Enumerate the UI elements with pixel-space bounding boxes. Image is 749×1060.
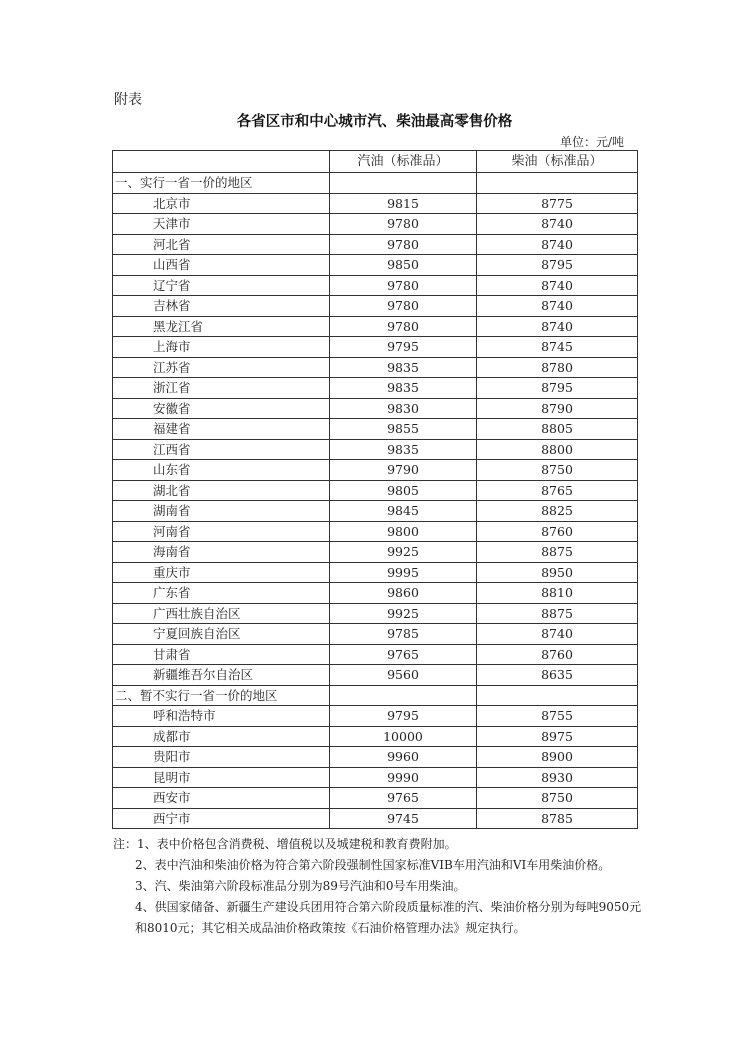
price-table (112, 150, 638, 829)
diesel-price-cell: 8750 (477, 460, 638, 481)
table-row (113, 501, 638, 522)
header-cell-diesel: 柴油（标准品） (477, 151, 638, 173)
table-row (113, 480, 638, 501)
gasoline-price-cell: 9830 (330, 398, 477, 419)
section-row (113, 685, 638, 706)
region-cell: 重庆市 (113, 562, 330, 583)
diesel-price-cell: 8875 (477, 542, 638, 563)
gasoline-price-cell: 9780 (330, 234, 477, 255)
table-row (113, 398, 638, 419)
region-cell: 广东省 (113, 583, 330, 604)
diesel-price-cell: 8810 (477, 583, 638, 604)
gasoline-price-cell: 9860 (330, 583, 477, 604)
table-row (113, 193, 638, 214)
table-row (113, 521, 638, 542)
section-label: 二、暂不实行一省一价的地区 (113, 685, 330, 706)
table-row (113, 808, 638, 829)
gasoline-price-cell: 9780 (330, 275, 477, 296)
table-row (113, 767, 638, 788)
table-row (113, 337, 638, 358)
region-cell: 江西省 (113, 439, 330, 460)
diesel-price-cell: 8825 (477, 501, 638, 522)
table-row (113, 788, 638, 809)
diesel-price-cell: 8790 (477, 398, 638, 419)
note-2: 2、表中汽油和柴油价格为符合第六阶段强制性国家标准VIB车用汽油和VI车用柴油价格。 (135, 858, 611, 872)
diesel-price-cell: 8740 (477, 275, 638, 296)
region-cell: 新疆维吾尔自治区 (113, 665, 330, 686)
region-cell: 天津市 (113, 214, 330, 235)
section-label: 一、实行一省一价的地区 (113, 173, 330, 194)
diesel-price-cell: 8750 (477, 788, 638, 809)
table-row (113, 214, 638, 235)
gasoline-price-cell: 9815 (330, 193, 477, 214)
diesel-price-cell: 8875 (477, 603, 638, 624)
table-row (113, 583, 638, 604)
empty-cell (330, 173, 477, 194)
diesel-price-cell: 8950 (477, 562, 638, 583)
section-row (113, 173, 638, 194)
table-row (113, 234, 638, 255)
region-cell: 山西省 (113, 255, 330, 276)
region-cell: 河南省 (113, 521, 330, 542)
region-cell: 成都市 (113, 726, 330, 747)
region-cell: 湖北省 (113, 480, 330, 501)
region-cell: 甘肃省 (113, 644, 330, 665)
table-row (113, 316, 638, 337)
table-row (113, 275, 638, 296)
table-row (113, 378, 638, 399)
empty-cell (477, 173, 638, 194)
diesel-price-cell: 8795 (477, 255, 638, 276)
gasoline-price-cell: 9835 (330, 378, 477, 399)
gasoline-price-cell: 10000 (330, 726, 477, 747)
table-row (113, 419, 638, 440)
gasoline-price-cell: 9995 (330, 562, 477, 583)
table-row (113, 562, 638, 583)
diesel-price-cell: 8760 (477, 644, 638, 665)
gasoline-price-cell: 9780 (330, 316, 477, 337)
note-1: 注：1、表中价格包含消费税、增值税以及城建税和教育费附加。 (113, 837, 457, 851)
diesel-price-cell: 8740 (477, 234, 638, 255)
table-row (113, 439, 638, 460)
region-cell: 上海市 (113, 337, 330, 358)
region-cell: 广西壮族自治区 (113, 603, 330, 624)
unit-label: 单位：元/吨 (560, 135, 625, 149)
note-3: 3、汽、柴油第六阶段标准品分别为89号汽油和0号车用柴油。 (135, 879, 466, 893)
diesel-price-cell: 8635 (477, 665, 638, 686)
table-header-row (113, 151, 638, 173)
header-cell-region (113, 151, 330, 173)
diesel-price-cell: 8775 (477, 193, 638, 214)
table-row (113, 460, 638, 481)
region-cell: 山东省 (113, 460, 330, 481)
table-row (113, 357, 638, 378)
note-4: 4、供国家储备、新疆生产建设兵团用符合第六阶段质量标准的汽、柴油价格分别为每吨9050元和8010元；其它相关成品油价格政策按《石油价格管理办法》规定执行。 (135, 900, 642, 935)
diesel-price-cell: 8800 (477, 439, 638, 460)
gasoline-price-cell: 9765 (330, 644, 477, 665)
table-row (113, 726, 638, 747)
diesel-price-cell: 8765 (477, 480, 638, 501)
document-title: 各省区市和中心城市汽、柴油最高零售价格 (236, 114, 513, 130)
table-row (113, 706, 638, 727)
region-cell: 海南省 (113, 542, 330, 563)
empty-cell (477, 685, 638, 706)
diesel-price-cell: 8740 (477, 296, 638, 317)
table-row (113, 644, 638, 665)
diesel-price-cell: 8930 (477, 767, 638, 788)
header-cell-gasoline: 汽油（标准品） (330, 151, 477, 173)
gasoline-price-cell: 9560 (330, 665, 477, 686)
gasoline-price-cell: 9800 (330, 521, 477, 542)
table-row (113, 603, 638, 624)
gasoline-price-cell: 9790 (330, 460, 477, 481)
diesel-price-cell: 8760 (477, 521, 638, 542)
region-cell: 安徽省 (113, 398, 330, 419)
region-cell: 呼和浩特市 (113, 706, 330, 727)
diesel-price-cell: 8740 (477, 214, 638, 235)
region-cell: 贵阳市 (113, 747, 330, 768)
diesel-price-cell: 8780 (477, 357, 638, 378)
region-cell: 西宁市 (113, 808, 330, 829)
region-cell: 湖南省 (113, 501, 330, 522)
region-cell: 浙江省 (113, 378, 330, 399)
appendix-label: 附表 (114, 92, 142, 108)
gasoline-price-cell: 9845 (330, 501, 477, 522)
table-row (113, 255, 638, 276)
gasoline-price-cell: 9795 (330, 706, 477, 727)
region-cell: 西安市 (113, 788, 330, 809)
gasoline-price-cell: 9835 (330, 357, 477, 378)
region-cell: 江苏省 (113, 357, 330, 378)
gasoline-price-cell: 9745 (330, 808, 477, 829)
gasoline-price-cell: 9780 (330, 214, 477, 235)
table-row (113, 624, 638, 645)
region-cell: 黑龙江省 (113, 316, 330, 337)
table-row (113, 542, 638, 563)
gasoline-price-cell: 9780 (330, 296, 477, 317)
gasoline-price-cell: 9765 (330, 788, 477, 809)
gasoline-price-cell: 9960 (330, 747, 477, 768)
diesel-price-cell: 8740 (477, 316, 638, 337)
region-cell: 河北省 (113, 234, 330, 255)
diesel-price-cell: 8795 (477, 378, 638, 399)
region-cell: 宁夏回族自治区 (113, 624, 330, 645)
gasoline-price-cell: 9850 (330, 255, 477, 276)
notes (113, 834, 643, 939)
table-row (113, 747, 638, 768)
diesel-price-cell: 8745 (477, 337, 638, 358)
region-cell: 昆明市 (113, 767, 330, 788)
diesel-price-cell: 8805 (477, 419, 638, 440)
gasoline-price-cell: 9925 (330, 542, 477, 563)
gasoline-price-cell: 9990 (330, 767, 477, 788)
gasoline-price-cell: 9785 (330, 624, 477, 645)
region-cell: 辽宁省 (113, 275, 330, 296)
table-row (113, 296, 638, 317)
diesel-price-cell: 8900 (477, 747, 638, 768)
gasoline-price-cell: 9805 (330, 480, 477, 501)
gasoline-price-cell: 9795 (330, 337, 477, 358)
diesel-price-cell: 8785 (477, 808, 638, 829)
diesel-price-cell: 8755 (477, 706, 638, 727)
diesel-price-cell: 8975 (477, 726, 638, 747)
region-cell: 吉林省 (113, 296, 330, 317)
gasoline-price-cell: 9835 (330, 439, 477, 460)
region-cell: 福建省 (113, 419, 330, 440)
gasoline-price-cell: 9855 (330, 419, 477, 440)
diesel-price-cell: 8740 (477, 624, 638, 645)
region-cell: 北京市 (113, 193, 330, 214)
table-row (113, 665, 638, 686)
empty-cell (330, 685, 477, 706)
gasoline-price-cell: 9925 (330, 603, 477, 624)
